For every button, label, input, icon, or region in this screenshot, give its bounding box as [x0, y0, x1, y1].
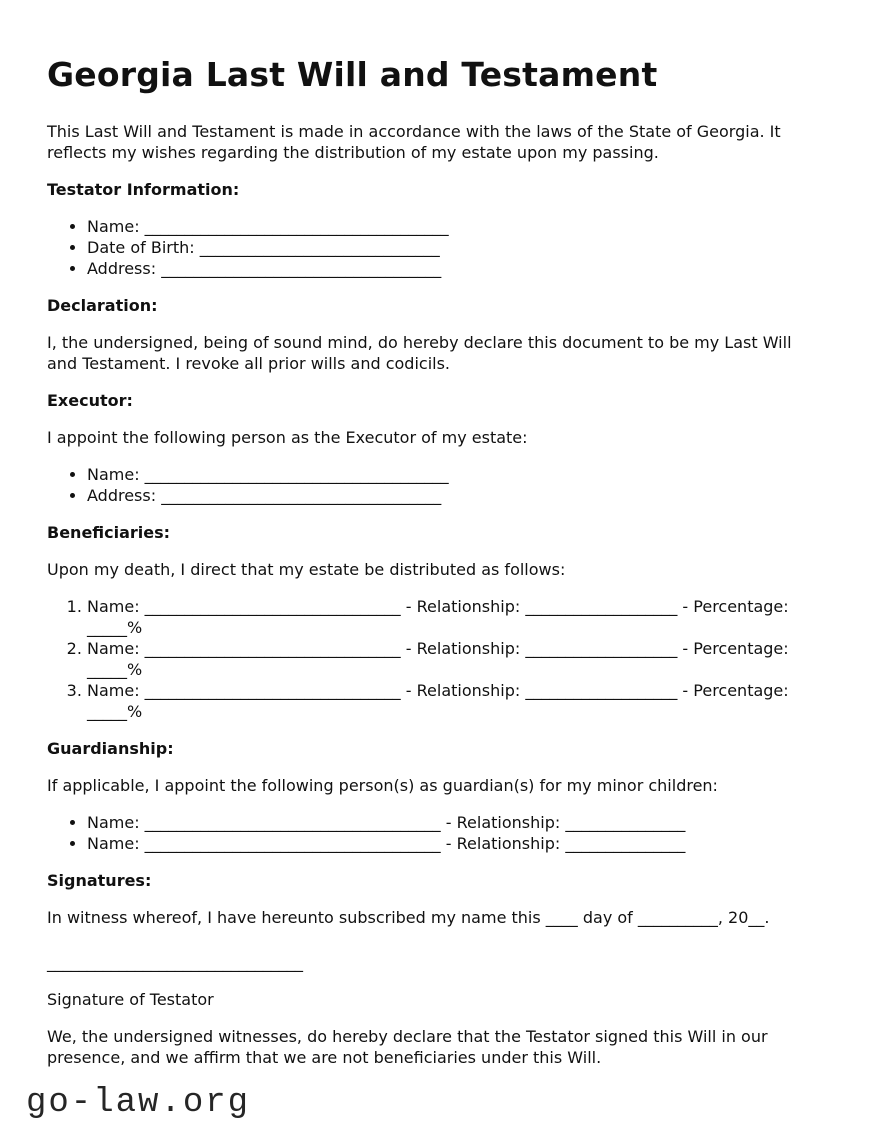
beneficiary-percentage-blank: _____% — [87, 660, 143, 679]
executor-address-field: • Address: ___________________________________ — [87, 485, 822, 506]
beneficiary-percentage-blank: _____% — [87, 702, 143, 721]
executor-paragraph: I appoint the following person as the Executor of my estate: — [47, 428, 528, 447]
testator-signature-line: ________________________________ — [47, 953, 303, 972]
beneficiary-item — [87, 638, 822, 680]
guardianship-fields-list — [47, 812, 822, 854]
witness-statement-paragraph: We, the undersigned witnesses, do hereby declare that the Testator signed this Will in our presence, and we affirm that we are not beneficiaries under this Will. — [47, 1027, 768, 1067]
executor-fields-list — [47, 464, 822, 506]
beneficiary-line: Name: ________________________________ - Relationship: ___________________ - Percentage: — [87, 681, 789, 700]
section-heading-signatures: Signatures: — [47, 871, 152, 890]
guardian-field: • Name: _____________________________________ - Relationship: _______________ — [87, 833, 822, 854]
testator-name-field: • Name: ______________________________________ — [87, 216, 822, 237]
section-heading-beneficiaries: Beneficiaries: — [47, 523, 171, 542]
section-heading-guardianship: Guardianship: — [47, 739, 174, 758]
beneficiaries-paragraph: Upon my death, I direct that my estate be distributed as follows: — [47, 560, 566, 579]
beneficiary-percentage-blank: _____% — [87, 618, 143, 637]
testator-address-field: • Address: ___________________________________ — [87, 258, 822, 279]
testator-dob-field: • Date of Birth: ______________________________ — [87, 237, 822, 258]
section-heading-testator: Testator Information: — [47, 180, 240, 199]
beneficiaries-list — [47, 596, 822, 722]
beneficiary-line: Name: ________________________________ - Relationship: ___________________ - Percentage: — [87, 639, 789, 658]
testator-signature-label: Signature of Testator — [47, 990, 214, 1009]
testator-fields-list — [47, 216, 822, 279]
guardian-field: • Name: _____________________________________ - Relationship: _______________ — [87, 812, 822, 833]
intro-paragraph: This Last Will and Testament is made in accordance with the laws of the State of Georgia. It reflects my wishes regarding the distribution of my estate upon my passing. — [47, 122, 781, 162]
executor-name-field: • Name: ______________________________________ — [87, 464, 822, 485]
section-heading-declaration: Declaration: — [47, 296, 158, 315]
witness-whereof-paragraph: In witness whereof, I have hereunto subscribed my name this ____ day of __________, 20__. — [47, 908, 770, 927]
beneficiary-item — [87, 680, 822, 722]
page-title: Georgia Last Will and Testament — [47, 55, 658, 94]
beneficiary-line: Name: ________________________________ - Relationship: ___________________ - Percentage: — [87, 597, 789, 616]
declaration-paragraph: I, the undersigned, being of sound mind, do hereby declare this document to be my Last Will and Testament. I revoke all prior wills and codicils. — [47, 333, 792, 373]
watermark-go-law-org: go-law.org — [26, 1084, 251, 1122]
guardianship-paragraph: If applicable, I appoint the following person(s) as guardian(s) for my minor children: — [47, 776, 718, 795]
section-heading-executor: Executor: — [47, 391, 133, 410]
beneficiary-item — [87, 596, 822, 638]
